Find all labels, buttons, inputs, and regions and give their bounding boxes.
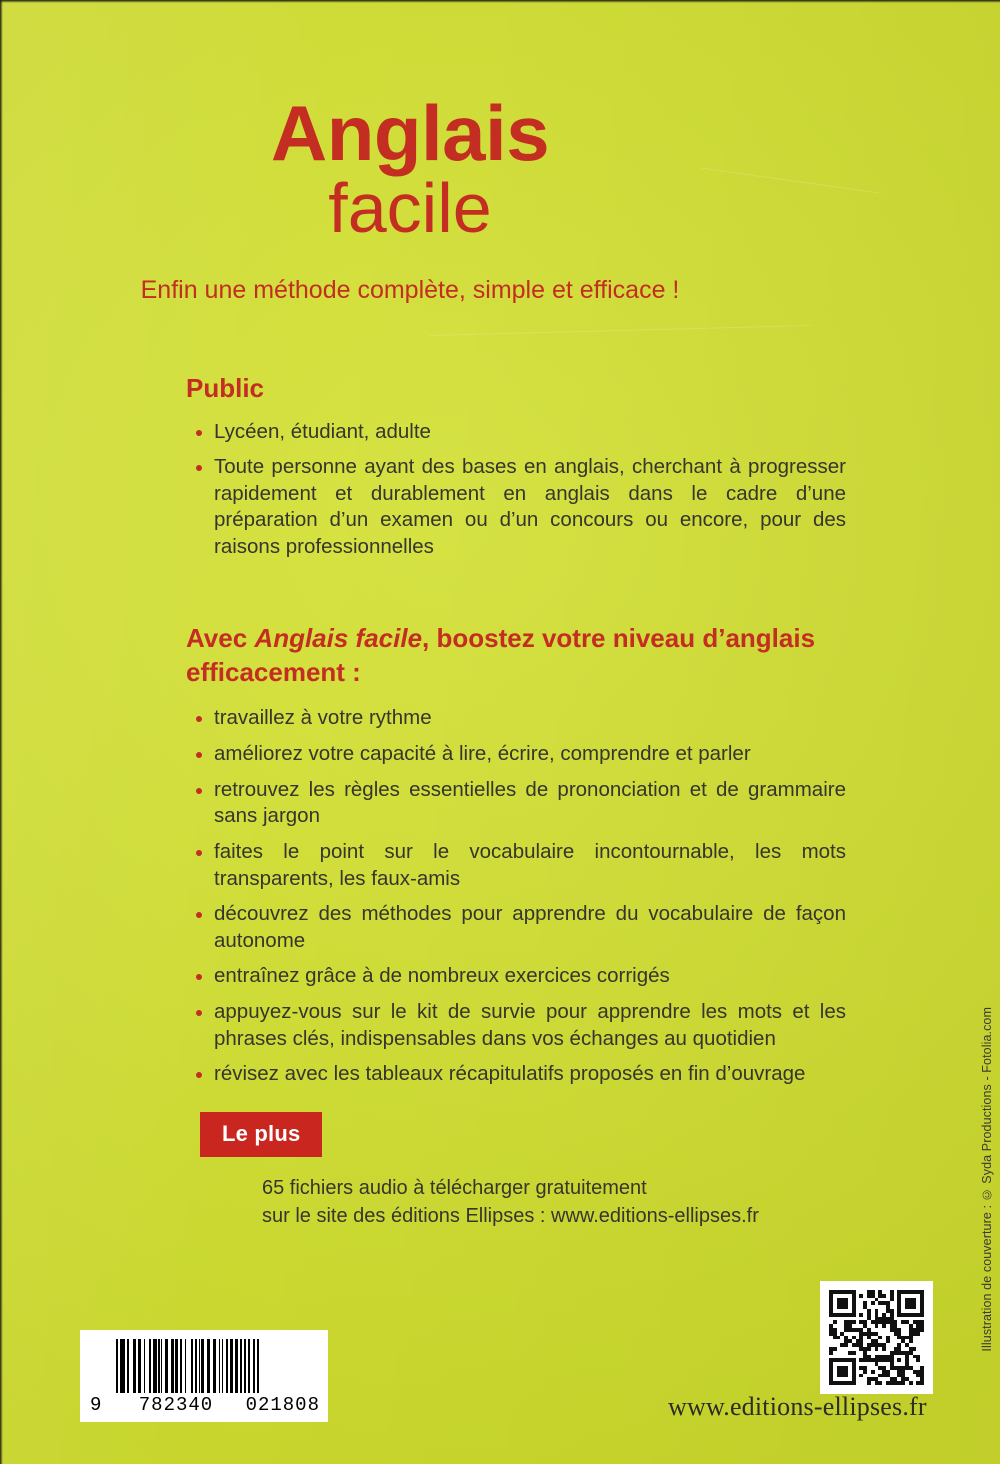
qr-code-icon[interactable]	[820, 1281, 933, 1394]
isbn-group-2: 021808	[245, 1394, 320, 1416]
page-title: Anglais	[270, 89, 550, 177]
tagline: Enfin une méthode complète, simple et efficace !	[140, 276, 680, 304]
audio-download-note	[262, 1174, 759, 1231]
list-item: Lycéen, étudiant, adulte	[186, 419, 846, 446]
public-section-heading: Public	[186, 373, 265, 403]
publisher-url[interactable]: www.editions-ellipses.fr	[668, 1392, 927, 1421]
list-item: faites le point sur le vocabulaire incontournable, les mots transparents, les faux-amis	[186, 839, 846, 892]
list-item: travaillez à votre rythme	[186, 705, 846, 732]
benefits-section-heading	[186, 622, 816, 690]
cover-title-block	[0, 89, 820, 248]
list-item: Toute personne ayant des bases en anglais, cherchant à progresser rapidement et durablement en anglais dans le cadre d’une préparation d’un examen ou d’un concours ou encore, pour des raisons professionnelles	[186, 454, 846, 561]
cover-top-edge	[0, 0, 1000, 3]
cover-content	[186, 372, 846, 1097]
qr-code-grid	[829, 1290, 924, 1385]
isbn-group-1: 782340	[138, 1394, 214, 1416]
barcode-icon	[80, 1330, 328, 1422]
page-subtitle: facile	[328, 169, 492, 248]
status-badge: Le plus	[200, 1112, 322, 1157]
isbn-lead-digit: 9	[90, 1394, 103, 1416]
list-item: révisez avec les tableaux récapitulatifs proposés en fin d’ouvrage	[186, 1061, 846, 1088]
list-item: retrouvez les règles essentielles de prononciation et de grammaire sans jargon	[186, 777, 846, 830]
audio-note-line-2: sur le site des éditions Ellipses : www.editions-ellipses.fr	[262, 1205, 759, 1228]
list-item: appuyez-vous sur le kit de survie pour apprendre les mots et les phrases clés, indispensables dans vos échanges au quotidien	[186, 999, 846, 1052]
illustration-credit: Illustration de couverture : © Syda Productions - Fotolia.com	[980, 1007, 994, 1352]
isbn-number	[90, 1394, 320, 1416]
paper-scuff	[430, 325, 810, 336]
public-list	[186, 419, 846, 561]
benefits-heading-prefix: Avec	[186, 622, 255, 653]
benefits-list	[186, 705, 846, 1088]
list-item: découvrez des méthodes pour apprendre du vocabulaire de façon autonome	[186, 901, 846, 954]
benefits-heading-suffix: , boostez votre niveau d’anglais efficacement :	[186, 622, 816, 687]
section-spacer	[186, 570, 846, 622]
list-item: entraînez grâce à de nombreux exercices corrigés	[186, 963, 846, 990]
audio-note-line-1: 65 fichiers audio à télécharger gratuitement	[262, 1177, 647, 1199]
barcode-bars	[116, 1339, 312, 1393]
le-plus-badge-wrap	[200, 1112, 322, 1157]
benefits-heading-italic: Anglais facile	[254, 622, 423, 653]
list-item: améliorez votre capacité à lire, écrire, comprendre et parler	[186, 741, 846, 768]
